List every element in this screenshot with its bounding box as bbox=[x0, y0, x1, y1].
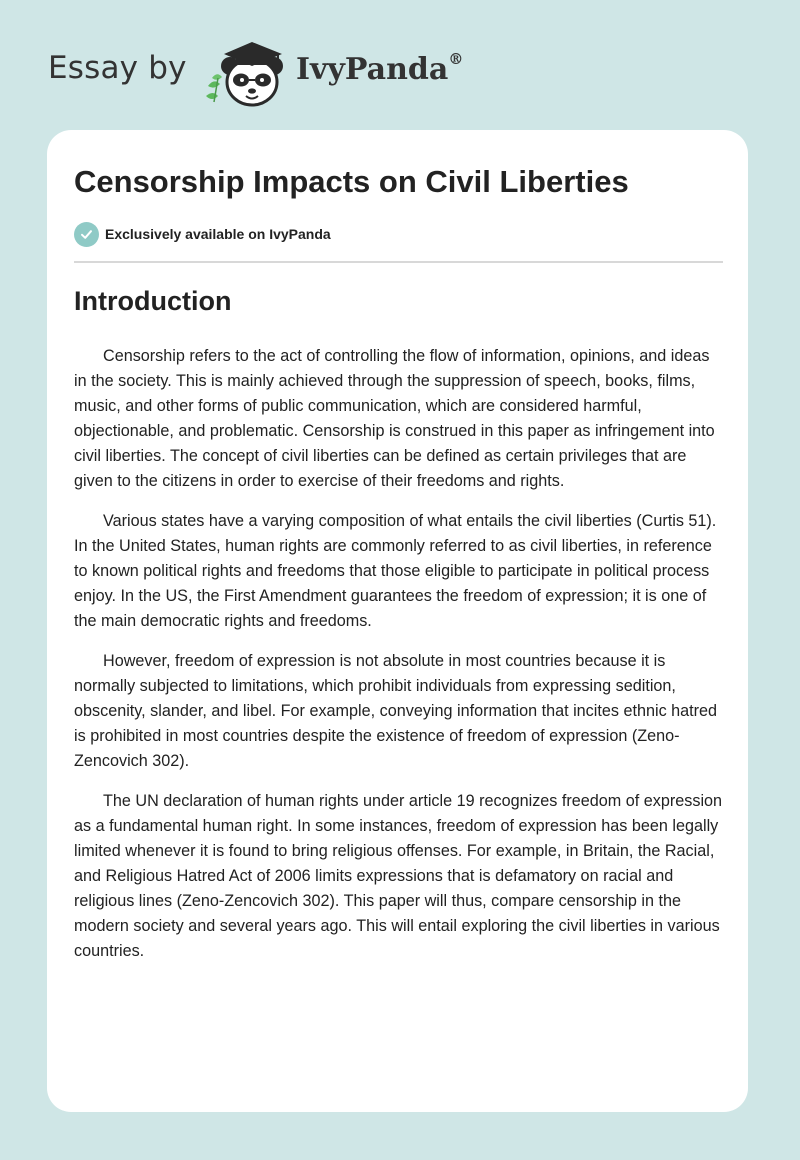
divider bbox=[74, 261, 723, 263]
exclusive-badge-text: Exclusively available on IvyPanda bbox=[105, 226, 331, 242]
exclusive-badge bbox=[74, 221, 331, 247]
page-title: Censorship Impacts on Civil Liberties bbox=[74, 164, 629, 199]
essay-body bbox=[74, 344, 726, 979]
check-icon bbox=[74, 222, 99, 247]
paragraph: However, freedom of expression is not absolute in most countries because it is normally subjected to limitations, which prohibit individuals from expressing sedition, obscenity, slander, and libel. For example, conveying information that incites ethnic hatred is prohibited in most countries despite the existence of freedom of expression (Zeno-Zencovich 302). bbox=[74, 652, 718, 770]
trademark-symbol: ® bbox=[448, 50, 464, 68]
panda-graduation-cap-icon[interactable] bbox=[200, 36, 296, 110]
paragraph: Censorship refers to the act of controlling the flow of information, opinions, and ideas in the society. This is mainly achieved through the suppression of speech, books, films, music, and other forms of public communication, which are considered harmful, objectionable, and problematic. Censorship is construed in this paper as infringement into civil liberties. The concept of civil liberties can be defined as certain privileges that are given to the citizens in order to exercise of their freedoms and rights. bbox=[74, 347, 715, 490]
section-heading-introduction: Introduction bbox=[74, 286, 232, 316]
essay-by-label: Essay by bbox=[48, 50, 187, 86]
paragraph: The UN declaration of human rights under article 19 recognizes freedom of expression as a fundamental human right. In some instances, freedom of expression has been legally limited whenever it is found to bring religious offenses. For example, in Britain, the Racial, and Religious Hatred Act of 2006 limits expressions that is defamatory on racial and religious lines (Zeno-Zencovich 302). This paper will thus, compare censorship in the modern society and several years ago. This will entail exploring the civil liberties in various countries. bbox=[74, 792, 723, 960]
brand-name[interactable]: IvyPanda® bbox=[296, 50, 464, 87]
paragraph: Various states have a varying composition of what entails the civil liberties (Curtis 51). In the United States, human rights are commonly referred to as civil liberties, in reference to known political rights and freedoms that those eligible to participate in political process enjoy. In the US, the First Amendment guarantees the freedom of expression; it is one of the main democratic rights and freedoms. bbox=[74, 512, 717, 630]
site-header bbox=[0, 0, 800, 130]
essay-card bbox=[47, 130, 748, 1112]
